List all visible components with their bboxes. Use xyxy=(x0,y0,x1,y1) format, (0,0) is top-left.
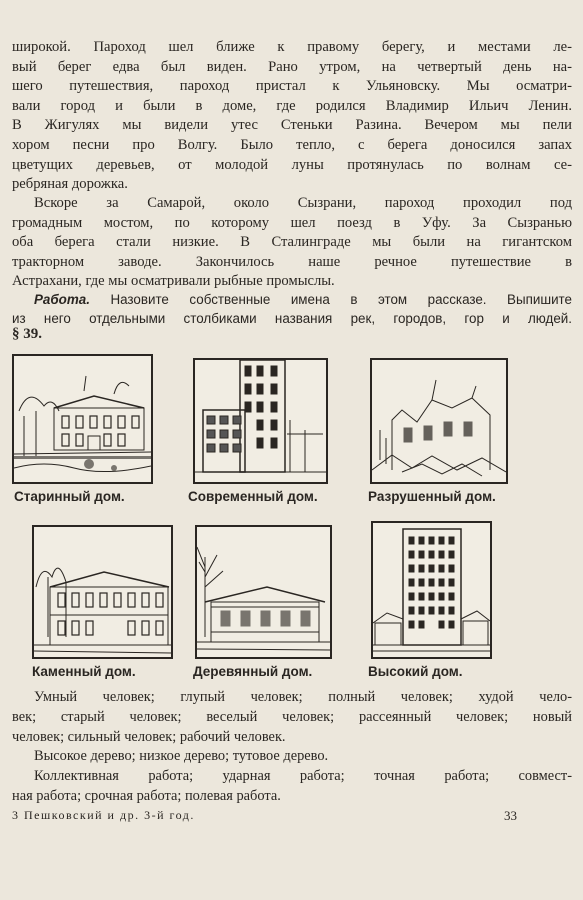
stone-house-drawing xyxy=(34,527,171,657)
task-line: из него отдельными столбиками названия рек, городов, гор и людей. xyxy=(12,311,572,326)
exercise-line: ная работа; срочная работа; полевая работа. xyxy=(12,787,281,804)
text-line: вый берег едва был виден. Рано утром, на четвертый день на- xyxy=(12,58,572,75)
task-block xyxy=(12,290,572,328)
text-line: ребряная дорожка. xyxy=(12,176,128,193)
modern-house-drawing xyxy=(195,360,326,482)
text-line: громадным мостом, по которому шел поезд в Уфу. За Сызранью xyxy=(12,214,572,231)
text-line: В Жигулях мы видели утес Стеньки Разина. Вечером мы пели xyxy=(12,117,572,134)
page-number: 33 xyxy=(504,808,517,823)
task-text: Назовите собственные имена в этом рассказе. Выпишите xyxy=(110,292,572,307)
caption-ruined-house: Разрушенный дом. xyxy=(368,489,496,504)
exercise-line: человек; сильный человек; рабочий человек. xyxy=(12,728,286,745)
exercise-line: Высокое дерево; низкое дерево; тутовое дерево. xyxy=(34,748,329,765)
text-line: вали город и были в доме, где родился Владимир Ильич Ленин. xyxy=(12,97,572,114)
tall-house-picture xyxy=(371,521,492,659)
exercise-line: Умный человек; глупый человек; полный человек; худой чело- xyxy=(34,689,572,705)
caption-tall-house: Высокий дом. xyxy=(368,664,463,679)
task-line xyxy=(12,290,572,309)
paragraph-volga-trip xyxy=(12,38,572,195)
text-line: цветущих деревьев, от молодой луны протянулась по волнам се- xyxy=(12,156,572,173)
text-line: тракторном заводе. Закончилось наше речное путешествие в xyxy=(12,253,572,270)
caption-modern-house: Современный дом. xyxy=(188,489,318,504)
text-line: оба берега стали низкие. В Сталинграде мы были на гигантском xyxy=(12,234,572,251)
exercise-line: век; старый человек; веселый человек; рассеянный человек; новый xyxy=(12,708,572,725)
caption-old-house: Старинный дом. xyxy=(14,489,125,504)
text-line: шего путешествия, пароход пристал к Ульяновску. Мы осматри- xyxy=(12,78,572,95)
old-house-picture xyxy=(12,354,153,484)
text-line: Астрахани, где мы осматривали рыбные промыслы. xyxy=(12,273,335,290)
paragraph-samara-astrakhan xyxy=(12,194,572,292)
text-line: Вскоре за Самарой, около Сызрани, пароход проходил под xyxy=(34,195,572,211)
text-line: широкой. Пароход шел ближе к правому берегу, и местами ле- xyxy=(12,39,572,55)
section-number: § 39. xyxy=(12,326,42,342)
exercise-block xyxy=(12,688,572,807)
exercise-line: Коллективная работа; ударная работа; точная работа; совмест- xyxy=(34,768,572,785)
caption-stone-house: Каменный дом. xyxy=(32,664,136,679)
ruined-house-picture xyxy=(370,358,508,484)
text-line: хором песни про Волгу. Было тепло, с берега доносился запах xyxy=(12,136,572,153)
old-house-drawing xyxy=(14,356,151,482)
caption-wooden-house: Деревянный дом. xyxy=(193,664,313,679)
wooden-house-picture xyxy=(195,525,332,659)
printer-signature: 3 Пешковский и др. 3-й год. xyxy=(12,808,195,822)
tall-house-drawing xyxy=(373,523,490,657)
modern-house-picture xyxy=(193,358,328,484)
ruined-house-drawing xyxy=(372,360,506,482)
page-footer xyxy=(12,808,517,823)
stone-house-picture xyxy=(32,525,173,659)
wooden-house-drawing xyxy=(197,527,330,657)
task-label: Работа. xyxy=(34,292,90,307)
